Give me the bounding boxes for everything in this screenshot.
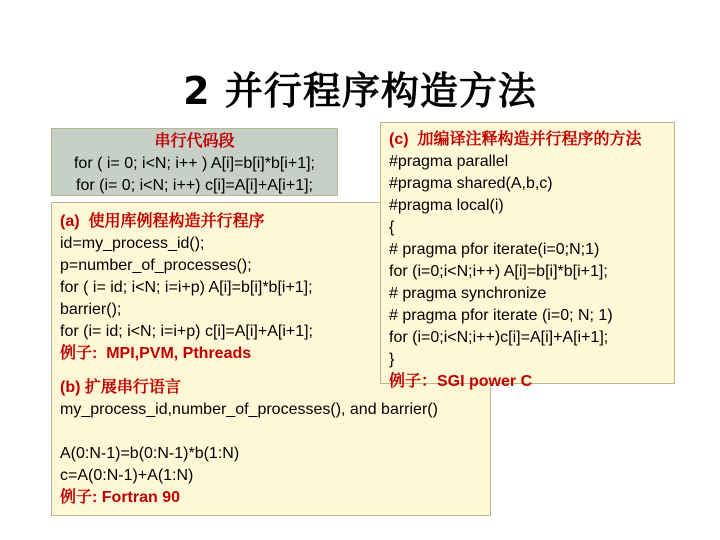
section-b-heading: (b) 扩展串行语言 [60,379,181,396]
section-c-line: } [389,351,395,368]
serial-code-box [51,128,338,196]
section-c-line: # pragma pfor iterate (i=0; N; 1) [389,307,613,324]
serial-heading: 串行代码段 [154,133,235,150]
section-b-example: 例子: Fortran 90 [60,489,181,506]
section-c-heading: (c) 加编译注释构造并行程序的方法 [389,131,642,148]
slide-title: 2 并行程序构造方法 [183,69,537,113]
section-c-line: #pragma parallel [389,153,509,170]
section-c-line: for (i=0;i<N;i++)c[i]=A[i]+A[i+1]; [389,329,609,346]
section-b-bottom [60,443,239,509]
section-c-example: 例子：SGI power C [389,373,533,390]
compiler-directive-box [380,122,675,390]
section-b-line: my_process_id,number_of_processes(), and barrier() [60,401,438,418]
section-c-line: #pragma local(i) [389,197,504,214]
section-b-line: A(0:N-1)=b(0:N-1)*b(1:N) [60,445,240,462]
section-a-line: barrier(); [60,301,122,318]
serial-line: for ( i= 0; i<N; i++ ) A[i]=b[i]*b[i+1]; [73,155,315,172]
section-c-line: { [389,219,395,236]
section-c-line: for (i=0;i<N;i++) A[i]=b[i]*b[i+1]; [389,263,608,280]
section-a-line: for (i= id; i<N; i=i+p) c[i]=A[i]+A[i+1]; [60,323,313,340]
section-c-line: # pragma pfor iterate(i=0;N;1) [389,241,600,258]
section-a-example: 例子: MPI,PVM, Pthreads [60,345,252,362]
serial-line: for (i= 0; i<N; i++) c[i]=A[i]+A[i+1]; [76,177,313,194]
section-a-heading: (a) 使用库例程构造并行程序 [60,213,265,230]
section-c-line: #pragma shared(A,b,c) [389,175,553,192]
section-a-line: for ( i= id; i<N; i=i+p) A[i]=b[i]*b[i+1]; [60,279,313,296]
section-b-line: c=A(0:N-1)+A(1:N) [60,467,194,484]
section-a-line: id=my_process_id(); [60,235,205,252]
section-a-line: p=number_of_processes(); [60,257,252,274]
section-c-line: # pragma synchronize [389,285,547,302]
